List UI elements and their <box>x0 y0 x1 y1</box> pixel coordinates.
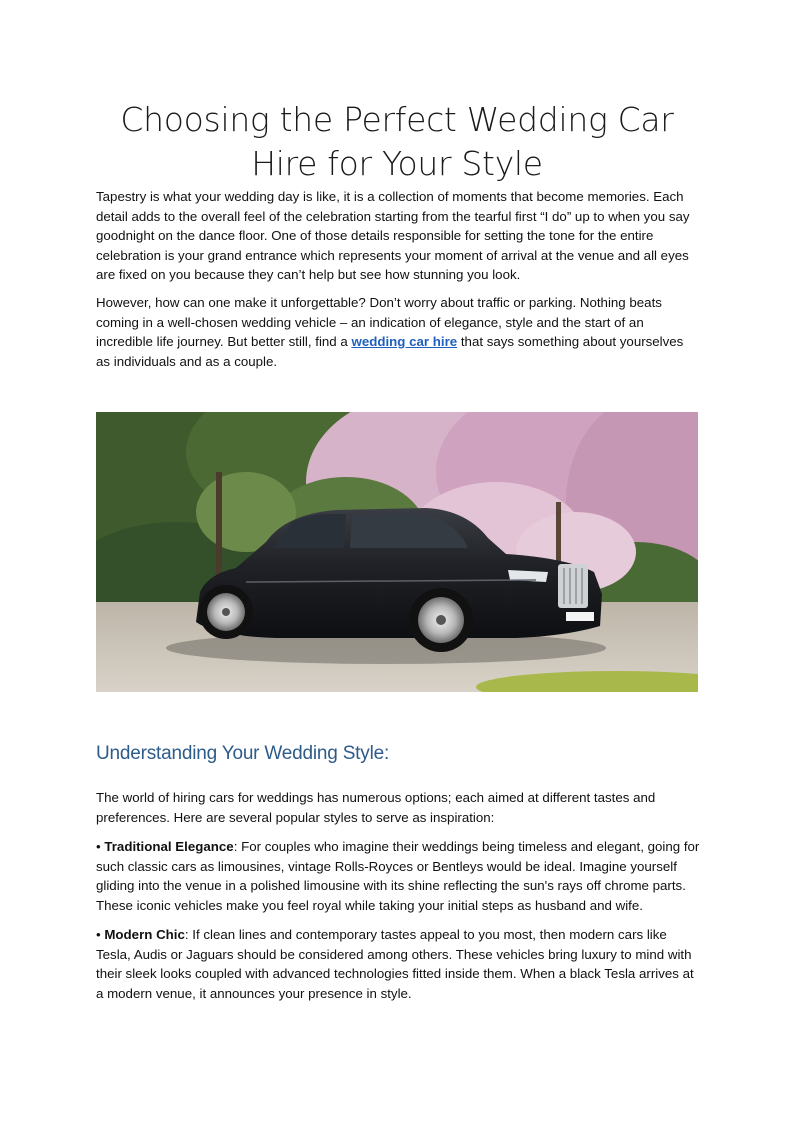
style-name: Modern Chic <box>104 927 185 942</box>
style-description: : For couples who imagine their weddings being timeless and elegant, going for such classic cars as limousines, vintage Rolls-Royces or Bentleys would be ideal. Imagine yourself gliding into the venue in a polished limousine with its shine reflecting the sun's rays off chrome parts. These iconic vehicles make you feel royal while taking your initial steps as husband and wife. <box>96 839 700 913</box>
intro-paragraph-1: Tapestry is what your wedding day is like, it is a collection of moments that become memories. Each detail adds to the overall feel of the celebration starting from the tearful first “I do” up to when you say goodnight on the dance floor. One of those details responsible for setting the tone for the entire celebration is your grand entrance which represents your moment of arrival at the venue and all eyes are fixed on you because they can’t help but see how stunning you look. <box>96 189 690 282</box>
style-name: Traditional Elegance <box>104 839 234 854</box>
car-photo <box>96 412 698 692</box>
section-intro: The world of hiring cars for weddings has numerous options; each aimed at different tastes and preferences. Here are several popular styles to serve as inspiration: <box>96 790 656 825</box>
style-item-traditional-elegance <box>96 837 700 915</box>
bullet: • <box>96 839 101 854</box>
wedding-car-hire-link[interactable]: wedding car hire <box>351 334 458 349</box>
style-description: : If clean lines and contemporary tastes appeal to you most, then modern cars like Tesla, Audis or Jaguars should be considered among others. These vehicles bring luxury to mind with their sleek looks coupled with advanced technologies fitted inside them. When a black Tesla arrives at a modern venue, it announces your presence in style. <box>96 927 694 1001</box>
page-title: Choosing the Perfect Wedding Car Hire for Your Style <box>120 100 674 183</box>
rolls-royce-car-photo-icon <box>96 412 698 692</box>
bullet: • <box>96 927 101 942</box>
intro-paragraph-2-text: However, how can one make it unforgettable? Don’t worry about traffic or parking. Nothing beats coming in a well-chosen wedding vehicle – an indication of elegance, style and the start of an incredible life journey. But better still, find a <box>96 295 662 349</box>
intro-paragraph-2-tail: that says something about yourselves as individuals and as a couple. <box>96 334 684 369</box>
section-heading: Understanding Your Wedding Style: <box>96 743 390 764</box>
intro-paragraph-2 <box>96 293 700 371</box>
style-item-modern-chic <box>96 925 700 1003</box>
